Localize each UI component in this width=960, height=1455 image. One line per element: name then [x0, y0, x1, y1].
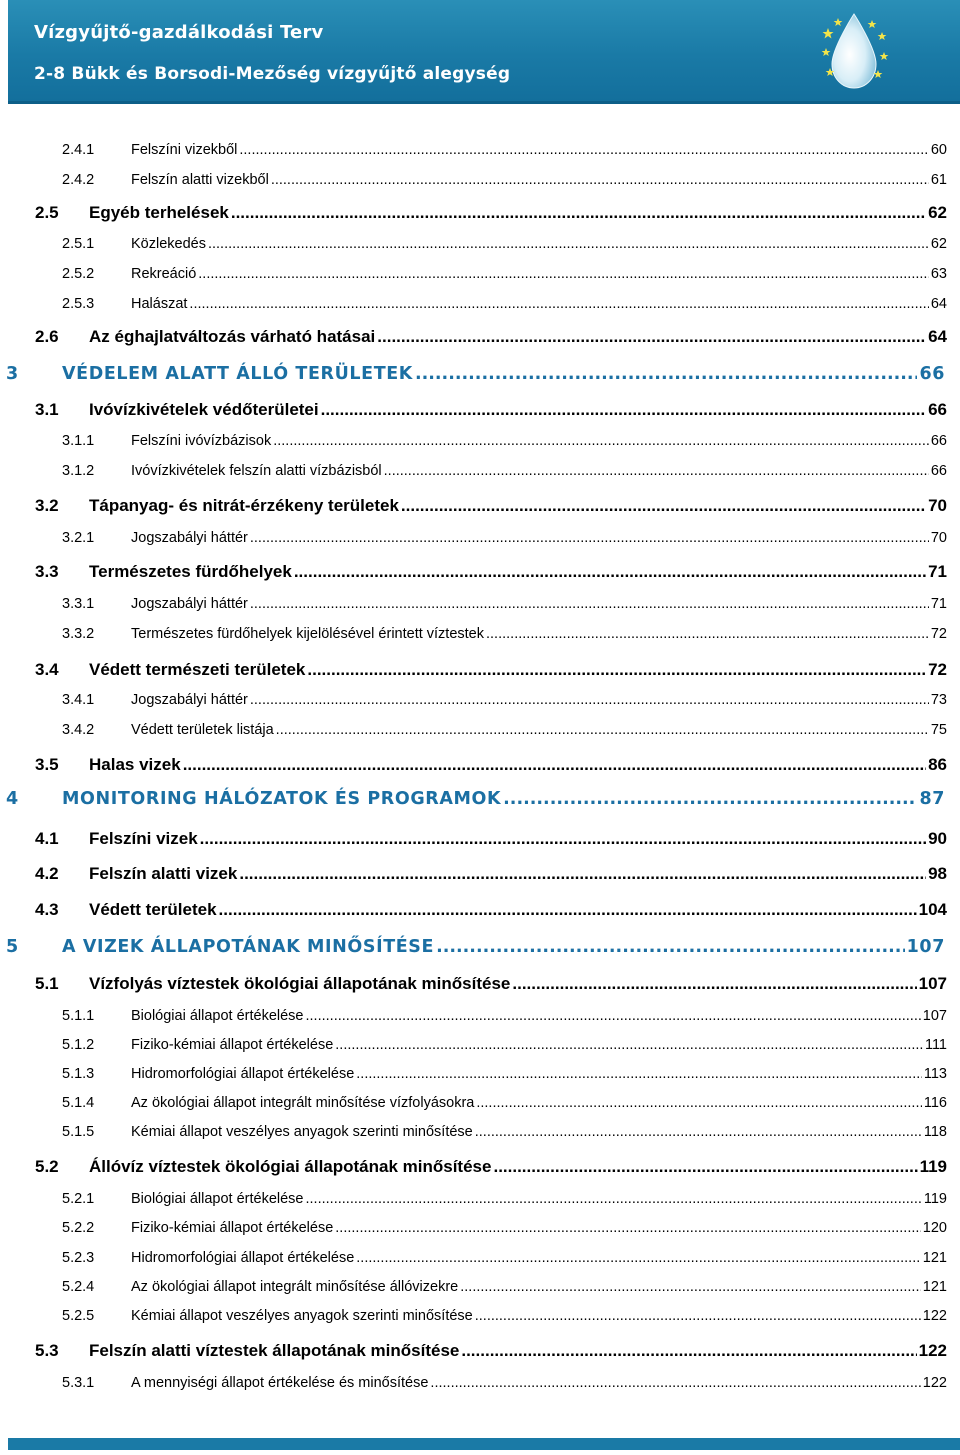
toc-entry-number: 5.1.1	[62, 1008, 95, 1024]
toc-entry-number: 5.2.4	[62, 1279, 95, 1295]
toc-entry-title: Jogszabályi háttér	[131, 530, 248, 546]
toc-entry-number: 3.1.2	[62, 463, 95, 479]
toc-entry-number: 3.3.2	[62, 626, 95, 642]
toc-entry-line	[131, 1250, 947, 1266]
toc-entry-title: A mennyiségi állapot értékelése és minősítése	[131, 1375, 429, 1391]
toc-entry-page: 66	[928, 400, 947, 419]
dot-leader	[294, 562, 926, 582]
dot-leader	[415, 364, 917, 384]
toc-entry-page: 64	[930, 296, 947, 312]
toc-entry-page: 72	[930, 626, 947, 642]
toc-entry-line	[131, 266, 947, 282]
dot-leader	[401, 496, 926, 516]
toc-entry-title: Felszín alatti vizekből	[131, 172, 269, 188]
toc-entry-title: Ivóvízkivételek védőterületei	[89, 400, 319, 419]
dot-leader	[306, 1191, 922, 1207]
toc-entry-title: Kémiai állapot veszélyes anyagok szerinti minősítése	[131, 1308, 473, 1324]
toc-entry-number: 3.4	[35, 660, 59, 679]
toc-entry-title: VÉDELEM ALATT ÁLLÓ TERÜLETEK	[62, 364, 413, 384]
toc-entry-number: 3.1.1	[62, 433, 95, 449]
toc-entry-title: Hidromorfológiai állapot értékelése	[131, 1250, 355, 1266]
toc-entry-page: 120	[922, 1220, 947, 1236]
toc-entry-number: 5.2.2	[62, 1220, 95, 1236]
toc-entry-title: Természetes fürdőhelyek kijelölésével érintett víztestek	[131, 626, 484, 642]
toc-entry-number: 3.4.2	[62, 722, 95, 738]
toc-entry-page: 121	[922, 1250, 947, 1266]
toc-entry-line	[89, 203, 947, 223]
toc-entry-number: 3.2	[35, 496, 59, 515]
dot-leader	[475, 1308, 921, 1324]
toc-entry-title: MONITORING HÁLÓZATOK ÉS PROGRAMOK	[62, 789, 502, 809]
toc-entry-title: Kémiai állapot veszélyes anyagok szerinti minősítése	[131, 1124, 473, 1140]
toc-entry-title: Az ökológiai állapot integrált minősítése vízfolyásokra	[131, 1095, 475, 1111]
dot-leader	[460, 1279, 921, 1295]
toc-entry-line	[131, 1308, 947, 1324]
toc-entry-number: 4	[6, 789, 19, 809]
toc-entry-page: 66	[919, 364, 945, 384]
toc-entry-number: 5.2	[35, 1157, 59, 1176]
toc-entry-page: 122	[918, 1341, 947, 1360]
dot-leader	[239, 142, 928, 158]
toc-entry-title: Egyéb terhelések	[89, 203, 229, 222]
dot-leader	[436, 937, 905, 957]
toc-entry-line	[89, 900, 947, 920]
dot-leader	[503, 789, 917, 809]
toc-entry-title: Fiziko-kémiai állapot értékelése	[131, 1037, 334, 1053]
toc-entry-title: Védett területek listája	[131, 722, 274, 738]
toc-entry-line	[89, 829, 947, 849]
toc-entry-title: Felszíni vizekből	[131, 142, 238, 158]
toc-entry-title: Ivóvízkivételek felszín alatti vízbázisból	[131, 463, 382, 479]
dot-leader	[208, 236, 929, 252]
toc-entry-page: 87	[919, 789, 945, 809]
dot-leader	[486, 626, 929, 642]
dot-leader	[250, 530, 929, 546]
dot-leader	[335, 1037, 923, 1053]
toc-entry-line	[131, 626, 947, 642]
toc-entry-line	[131, 1279, 947, 1295]
page-header	[8, 0, 960, 104]
toc-entry-page: 118	[923, 1124, 947, 1140]
toc-entry-page: 70	[928, 496, 947, 515]
toc-entry-line	[89, 400, 947, 420]
toc-entry-number: 3.4.1	[62, 692, 95, 708]
toc-entry-number: 5.1.5	[62, 1124, 95, 1140]
toc-entry-page: 66	[930, 433, 947, 449]
toc-entry-number: 3.2.1	[62, 530, 95, 546]
toc-entry-number: 2.5.2	[62, 266, 95, 282]
toc-entry-line	[131, 1095, 947, 1111]
toc-entry-page: 64	[928, 327, 947, 346]
toc-entry-title: Felszín alatti víztestek állapotának minősítése	[89, 1341, 460, 1360]
toc-entry-page: 70	[930, 530, 947, 546]
toc-entry-title: Rekreáció	[131, 266, 197, 282]
toc-entry-page: 104	[918, 900, 947, 919]
toc-entry-line	[131, 530, 947, 546]
toc-entry-page: 122	[922, 1308, 947, 1324]
toc-entry-title: Jogszabályi háttér	[131, 596, 248, 612]
toc-entry-title: Állóvíz víztestek ökológiai állapotának minősítése	[89, 1157, 492, 1176]
dot-leader	[493, 1157, 917, 1177]
toc-entry-line	[131, 1191, 947, 1207]
toc-entry-page: 61	[930, 172, 947, 188]
toc-entry-title: Halas vizek	[89, 755, 181, 774]
toc-entry-number: 4.3	[35, 900, 59, 919]
toc-entry-title: Közlekedés	[131, 236, 206, 252]
dot-leader	[461, 1341, 916, 1361]
toc-entry-line	[89, 1341, 947, 1361]
dot-leader	[321, 400, 926, 420]
toc-entry-line	[89, 755, 947, 775]
toc-entry-line	[131, 1124, 947, 1140]
toc-entry-page: 66	[930, 463, 947, 479]
toc-entry-line	[131, 463, 947, 479]
toc-entry-title: Vízfolyás víztestek ökológiai állapotának minősítése	[89, 974, 511, 993]
toc-entry-number: 5	[6, 937, 19, 957]
toc-entry-title: Az ökológiai állapot integrált minősítése állóvizekre	[131, 1279, 459, 1295]
toc-entry-line	[131, 1066, 947, 1082]
water-drop-eu-stars-icon	[818, 8, 890, 94]
toc-entry-number: 5.2.5	[62, 1308, 95, 1324]
toc-entry-title: Jogszabályi háttér	[131, 692, 248, 708]
dot-leader	[250, 692, 929, 708]
toc-entry-line	[131, 236, 947, 252]
toc-entry-number: 5.2.3	[62, 1250, 95, 1266]
header-title: Vízgyűjtő-gazdálkodási Terv	[34, 22, 324, 43]
toc-entry-title: Halászat	[131, 296, 188, 312]
toc-entry-line	[89, 327, 947, 347]
toc-entry-line	[89, 562, 947, 582]
toc-entry-line	[131, 172, 947, 188]
toc-entry-page: 72	[928, 660, 947, 679]
dot-leader	[384, 463, 929, 479]
toc-entry-line	[131, 433, 947, 449]
dot-leader	[219, 900, 917, 920]
toc-entry-number: 3.5	[35, 755, 59, 774]
toc-entry-line	[89, 974, 947, 994]
toc-entry-line	[131, 296, 947, 312]
dot-leader	[306, 1008, 921, 1024]
toc-entry-line	[131, 1037, 947, 1053]
toc-entry-number: 2.6	[35, 327, 59, 346]
toc-entry-number: 3	[6, 364, 19, 384]
toc-entry-page: 90	[928, 829, 947, 848]
toc-entry-page: 121	[922, 1279, 947, 1295]
dot-leader	[307, 660, 926, 680]
toc-entry-page: 73	[930, 692, 947, 708]
toc-entry-title: Természetes fürdőhelyek	[89, 562, 292, 581]
toc-entry-number: 5.1.4	[62, 1095, 95, 1111]
toc-entry-number: 2.4.1	[62, 142, 95, 158]
dot-leader	[356, 1066, 922, 1082]
toc-entry-line	[131, 692, 947, 708]
dot-leader	[356, 1250, 921, 1266]
toc-entry-page: 75	[930, 722, 947, 738]
toc-entry-page: 98	[928, 864, 947, 883]
toc-entry-page: 122	[922, 1375, 947, 1391]
toc-entry-number: 2.5.1	[62, 236, 95, 252]
dot-leader	[189, 296, 928, 312]
footer-bar	[8, 1438, 960, 1450]
dot-leader	[198, 266, 929, 282]
toc-entry-page: 107	[906, 937, 945, 957]
toc-entry-page: 107	[922, 1008, 947, 1024]
dot-leader	[250, 596, 929, 612]
toc-entry-line	[131, 1220, 947, 1236]
toc-entry-page: 60	[930, 142, 947, 158]
dot-leader	[276, 722, 929, 738]
toc-entry-title: Védett természeti területek	[89, 660, 306, 679]
dot-leader	[200, 829, 926, 849]
toc-entry-number: 5.3	[35, 1341, 59, 1360]
header-subtitle: 2-8 Bükk és Borsodi-Mezőség vízgyűjtő alegység	[34, 64, 511, 84]
toc-entry-number: 2.5	[35, 203, 59, 222]
toc-entry-title: Tápanyag- és nitrát-érzékeny területek	[89, 496, 399, 515]
toc-entry-page: 63	[930, 266, 947, 282]
toc-entry-line	[131, 1375, 947, 1391]
toc-entry-page: 71	[928, 562, 947, 581]
toc-entry-number: 5.1.2	[62, 1037, 95, 1053]
dot-leader	[271, 172, 929, 188]
toc-entry-number: 5.1	[35, 974, 59, 993]
toc-entry-line	[131, 722, 947, 738]
toc-entry-number: 5.3.1	[62, 1375, 95, 1391]
toc-entry-number: 3.1	[35, 400, 59, 419]
dot-leader	[475, 1124, 922, 1140]
toc-entry-line	[89, 496, 947, 516]
toc-entry-page: 71	[930, 596, 947, 612]
toc-entry-page: 62	[928, 203, 947, 222]
toc-entry-page: 119	[923, 1191, 947, 1207]
toc-entry-line	[131, 1008, 947, 1024]
toc-entry-title: Biológiai állapot értékelése	[131, 1008, 304, 1024]
toc-entry-number: 4.1	[35, 829, 59, 848]
toc-entry-title: Hidromorfológiai állapot értékelése	[131, 1066, 355, 1082]
dot-leader	[430, 1375, 920, 1391]
dot-leader	[335, 1220, 921, 1236]
toc-entry-number: 3.3.1	[62, 596, 95, 612]
toc-entry-page: 62	[930, 236, 947, 252]
toc-entry-line	[89, 864, 947, 884]
toc-entry-title: Felszín alatti vizek	[89, 864, 238, 883]
dot-leader	[476, 1095, 922, 1111]
toc-entry-title: Felszíni vizek	[89, 829, 198, 848]
toc-entry-line	[131, 142, 947, 158]
toc-entry-number: 2.5.3	[62, 296, 95, 312]
toc-entry-title: Felszíni ivóvízbázisok	[131, 433, 272, 449]
toc-entry-line	[89, 660, 947, 680]
toc-entry-line	[62, 789, 945, 809]
toc-entry-title: Védett területek	[89, 900, 217, 919]
toc-entry-page: 113	[923, 1066, 947, 1082]
dot-leader	[183, 755, 926, 775]
toc-entry-title: Fiziko-kémiai állapot értékelése	[131, 1220, 334, 1236]
toc-entry-number: 2.4.2	[62, 172, 95, 188]
toc-entry-number: 5.2.1	[62, 1191, 95, 1207]
toc-entry-line	[62, 937, 945, 957]
toc-entry-page: 107	[918, 974, 947, 993]
toc-entry-page: 119	[919, 1157, 947, 1176]
toc-entry-title: A VIZEK ÁLLAPOTÁNAK MINŐSÍTÉSE	[62, 937, 435, 957]
dot-leader	[377, 327, 926, 347]
dot-leader	[239, 864, 926, 884]
toc-entry-page: 116	[923, 1095, 947, 1111]
dot-leader	[231, 203, 926, 223]
toc-entry-line	[89, 1157, 947, 1177]
toc-entry-page: 86	[928, 755, 947, 774]
toc-entry-number: 4.2	[35, 864, 59, 883]
toc-entry-page: 111	[924, 1037, 947, 1053]
toc-entry-number: 3.3	[35, 562, 59, 581]
dot-leader	[273, 433, 929, 449]
toc-entry-number: 5.1.3	[62, 1066, 95, 1082]
toc-entry-line	[62, 364, 945, 384]
toc-entry-title: Biológiai állapot értékelése	[131, 1191, 304, 1207]
toc-entry-title: Az éghajlatváltozás várható hatásai	[89, 327, 376, 346]
toc-entry-line	[131, 596, 947, 612]
dot-leader	[512, 974, 916, 994]
